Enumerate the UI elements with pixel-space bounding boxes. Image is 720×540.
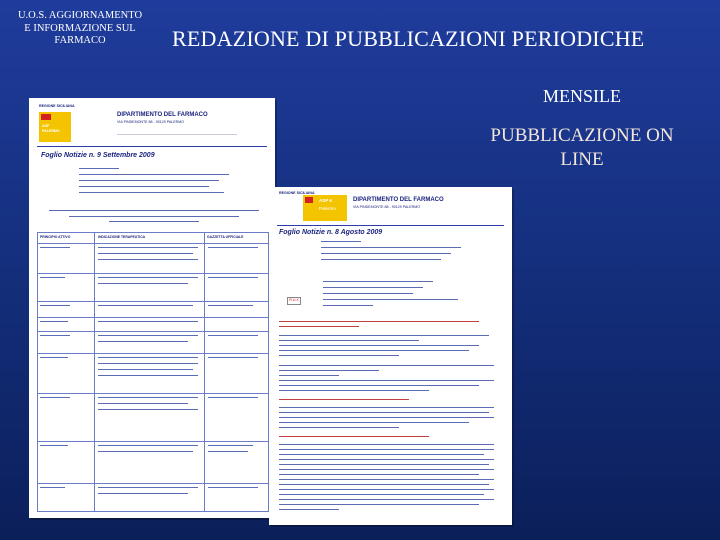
rx-badge: R.U.X	[287, 297, 301, 305]
asp-logo	[39, 112, 71, 142]
department-address: VIA PINDEMONTE 88 - 90129 PALERMO	[117, 120, 185, 124]
flag-icon	[41, 114, 51, 120]
asp-logo-city: Palermo	[319, 206, 336, 211]
drug-table	[37, 232, 269, 512]
asp-logo-text: ASP 6	[319, 198, 332, 203]
bulletin-title: Foglio Notizie n. 8 Agosto 2009	[279, 229, 383, 236]
bulletin-august-document	[269, 187, 512, 525]
asp-logo-city: PALERMO	[42, 129, 60, 133]
region-label: REGIONE SICILIANA	[39, 104, 75, 108]
online-publication-label: PUBBLICAZIONE ON LINE	[490, 125, 674, 170]
intro-text	[49, 208, 259, 224]
page-title: REDAZIONE DI PUBBLICAZIONI PERIODICHE	[172, 26, 645, 51]
department-contacts	[353, 210, 473, 218]
department-contacts	[117, 125, 237, 135]
table-header-active-ingredient: PRINCIPIO ATTIVO	[40, 235, 71, 239]
header-divider	[37, 146, 267, 147]
asp-logo-text: ASP	[42, 124, 50, 128]
department-heading: DIPARTIMENTO DEL FARMACO	[353, 197, 444, 203]
region-label: REGIONE SICILIANA	[279, 191, 315, 195]
table-header-indication: INDICAZIONE TERAPEUTICA	[98, 235, 146, 239]
editorial-board	[321, 239, 471, 269]
asp-logo	[303, 195, 347, 221]
editorial-board	[79, 166, 229, 202]
header-divider	[277, 225, 504, 226]
bulletin-september-document	[29, 98, 275, 518]
summary-list	[323, 279, 463, 313]
table-header-gazette: GAZZETTA UFFICIALE	[207, 235, 244, 239]
article-body	[279, 319, 503, 519]
department-heading: DIPARTIMENTO DEL FARMACO	[117, 112, 208, 118]
monthly-label: MENSILE	[543, 86, 621, 106]
bulletin-title: Foglio Notizie n. 9 Settembre 2009	[41, 152, 155, 159]
department-address: VIA PINDEMONTE 88 - 90129 PALERMO	[353, 205, 421, 209]
department-title: U.O.S. AGGIORNAMENTO E INFORMAZIONE SUL FARMACO	[17, 10, 143, 46]
flag-icon	[305, 197, 313, 203]
